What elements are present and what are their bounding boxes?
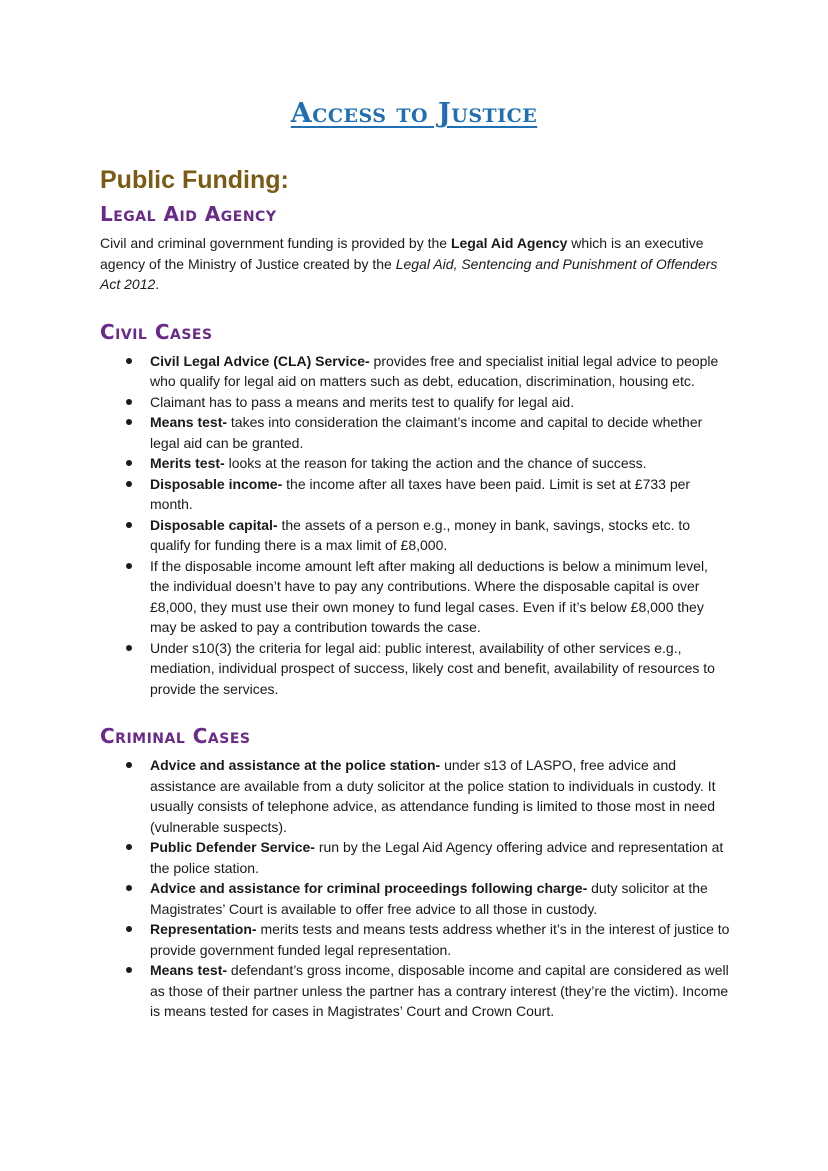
paragraph-italic: Legal Aid, Sentencing and Punishment of Offenders Act 2012 bbox=[100, 255, 718, 292]
paragraph-text: which is an executive agency of the Ministry of Justice created by the bbox=[100, 235, 704, 272]
list-item-text: Under s10(3) the criteria for legal aid: public interest, availability of other services e.g., mediation, individual prospect of success, likely cost and benefit, availability of resources to provide the services. bbox=[150, 639, 715, 697]
list-item bbox=[100, 837, 730, 878]
paragraph-text: Civil and criminal government funding is provided by the bbox=[100, 235, 451, 251]
list-item-lead: Advice and assistance at the police station- bbox=[150, 757, 441, 773]
list-item-text: merits tests and means tests address whether it’s in the interest of justice to provide government funded legal representation. bbox=[150, 921, 730, 958]
civil-cases-list bbox=[100, 351, 730, 700]
list-item-text: looks at the reason for taking the action and the chance of success. bbox=[224, 455, 647, 471]
legal-aid-agency-heading: Legal Aid Agency bbox=[100, 202, 277, 226]
civil-cases-heading: Civil Cases bbox=[100, 319, 213, 344]
list-item-lead: Means test- bbox=[150, 962, 228, 978]
list-item-lead: Civil Legal Advice (CLA) Service- bbox=[150, 352, 370, 369]
list-item-text: the assets of a person e.g., money in bank, savings, stocks etc. to qualify for funding there is a max limit of £8,000. bbox=[150, 516, 691, 553]
list-item bbox=[100, 351, 730, 392]
list-item-text: Claimant has to pass a means and merits test to qualify for legal aid. bbox=[150, 393, 575, 410]
bullet-icon bbox=[126, 460, 132, 466]
bullet-icon bbox=[126, 967, 132, 973]
list-item bbox=[100, 878, 730, 919]
criminal-cases-list bbox=[100, 755, 730, 1022]
bullet-icon bbox=[126, 481, 132, 487]
list-item-text: run by the Legal Aid Agency offering advice and representation at the police station. bbox=[150, 839, 724, 876]
list-item bbox=[100, 556, 730, 638]
bullet-icon bbox=[126, 563, 132, 569]
list-item bbox=[100, 960, 730, 1022]
list-item bbox=[100, 919, 730, 960]
page-title: Access to Justice bbox=[290, 98, 538, 129]
bullet-icon bbox=[126, 885, 132, 891]
list-item-text: defendant’s gross income, disposable income and capital are considered as well as those of their partner unless the partner has a contrary interest (they’re the victim). Income is means tested for cases in Magistrates’ Court and Crown Court. bbox=[150, 962, 729, 1019]
list-item-text: provides free and specialist initial legal advice to people who qualify for legal aid on matters such as debt, education, discrimination, housing etc. bbox=[150, 352, 719, 389]
paragraph-text: . bbox=[155, 276, 160, 292]
bullet-icon bbox=[126, 844, 132, 850]
bullet-icon bbox=[126, 645, 132, 651]
bullet-icon bbox=[126, 926, 132, 932]
public-funding-heading: Public Funding: bbox=[100, 166, 289, 194]
list-item bbox=[100, 412, 730, 453]
list-item-lead: Disposable capital- bbox=[150, 516, 278, 533]
bullet-icon bbox=[126, 419, 132, 425]
list-item-text: under s13 of LASPO, free advice and assistance are available from a duty solicitor at the police station to individuals in custody. It usually consists of telephone advice, as attendance funding is limited to those most in need (vulnerable suspects). bbox=[150, 757, 716, 835]
list-item bbox=[100, 755, 730, 837]
list-item-lead: Disposable income- bbox=[150, 475, 283, 492]
list-item bbox=[100, 515, 730, 556]
bullet-icon bbox=[126, 522, 132, 528]
document-body bbox=[100, 165, 730, 1046]
paragraph-bold: Legal Aid Agency bbox=[450, 235, 568, 251]
list-item bbox=[100, 474, 730, 515]
bullet-icon bbox=[126, 358, 132, 364]
criminal-cases-heading: Criminal Cases bbox=[100, 724, 251, 748]
list-item-lead: Public Defender Service- bbox=[150, 839, 315, 855]
list-item bbox=[100, 638, 730, 700]
legal-aid-agency-paragraph bbox=[100, 233, 730, 295]
list-item-text: the income after all taxes have been paid. Limit is set at £733 per month. bbox=[150, 475, 691, 512]
bullet-icon bbox=[126, 762, 132, 768]
list-item-lead: Advice and assistance for criminal proceedings following charge- bbox=[150, 880, 588, 896]
bullet-icon bbox=[126, 399, 132, 405]
list-item-lead: Means test- bbox=[150, 414, 228, 430]
list-item-lead: Representation- bbox=[150, 921, 257, 937]
list-item-lead: Merits test- bbox=[150, 455, 225, 471]
list-item-text: If the disposable income amount left after making all deductions is below a minimum level, the individual doesn’t have to pay any contributions. Where the disposable capital is over £8,000, they must use their own money to fund legal cases. Even if it’s below £8,000 they may be asked to pay a contribution towards the case. bbox=[150, 557, 708, 635]
list-item-text: duty solicitor at the Magistrates’ Court is available to offer free advice to all those in custody. bbox=[150, 880, 708, 917]
list-item bbox=[100, 392, 730, 413]
list-item bbox=[100, 453, 730, 474]
list-item-text: takes into consideration the claimant’s income and capital to decide whether legal aid can be granted. bbox=[150, 414, 703, 451]
